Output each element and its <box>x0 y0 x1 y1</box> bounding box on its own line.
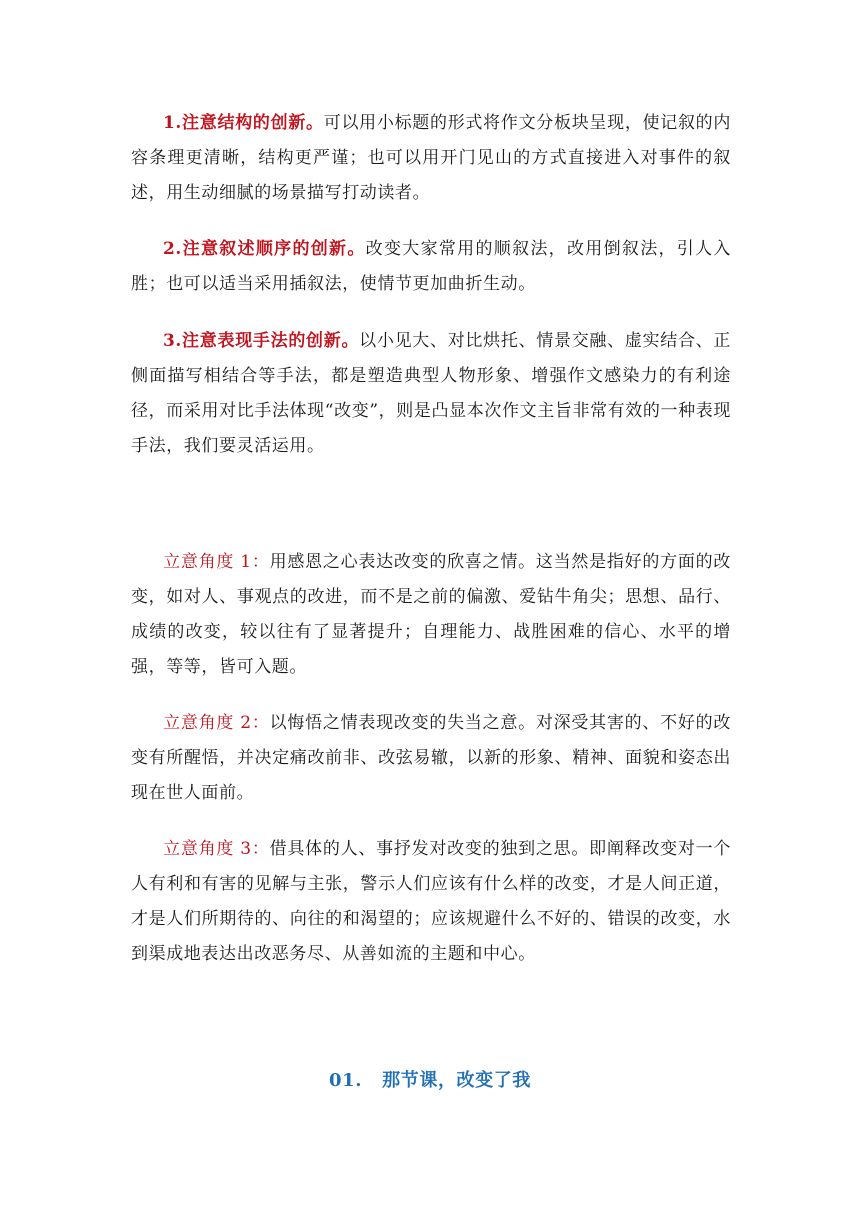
tip-title: 1.注意结构的创新。 <box>163 113 324 133</box>
section-heading <box>0 1066 860 1092</box>
tip-title: 3.注意表现手法的创新。 <box>163 331 360 351</box>
angle-text: 用感恩之心表达改变的欣喜之情。这当然是指好的方面的改变，如对人、事观点的改进，而不是之前的偏激、爱钻牛角尖；思想、品行、成绩的改变，较以往有了显著提升；自理能力、战胜困难的信心、水平的增强，等等，皆可入题。 <box>131 552 731 677</box>
section-title: 那节课，改变了我 <box>382 1070 531 1091</box>
angle-paragraph-1 <box>131 545 731 685</box>
tip-paragraph-1 <box>131 106 731 211</box>
angle-paragraph-3 <box>131 832 731 972</box>
tip-title: 2.注意叙述顺序的创新。 <box>163 239 366 259</box>
angle-text: 以悔悟之情表现改变的失当之意。对深受其害的、不好的改变有所醒悟，并决定痛改前非、改弦易辙，以新的形象、精神、面貌和姿态出现在世人面前。 <box>131 713 731 803</box>
tip-paragraph-3 <box>131 324 731 464</box>
tip-text: 以小见大、对比烘托、情景交融、虚实结合、正侧面描写相结合等手法，都是塑造典型人物形象、增强作文感染力的有利途径，而采用对比手法体现“改变”，则是凸显本次作文主旨非常有效的一种表现手法，我们要灵活运用。 <box>131 331 731 456</box>
angle-paragraph-2 <box>131 706 731 811</box>
tip-paragraph-2 <box>131 232 731 302</box>
angle-label: 立意角度 3： <box>163 839 270 859</box>
angle-label: 立意角度 1： <box>163 552 270 572</box>
angle-label: 立意角度 2： <box>163 713 270 733</box>
section-number: 01. <box>329 1070 363 1091</box>
tip-text: 可以用小标题的形式将作文分板块呈现，使记叙的内容条理更清晰，结构更严谨；也可以用开门见山的方式直接进入对事件的叙述，用生动细腻的场景描写打动读者。 <box>131 113 731 203</box>
angle-text: 借具体的人、事抒发对改变的独到之思。即阐释改变对一个人有利和有害的见解与主张，警示人们应该有什么样的改变，才是人间正道，才是人们所期待的、向往的和渴望的；应该规避什么不好的、错误的改变，水到渠成地表达出改恶务尽、从善如流的主题和中心。 <box>131 839 731 964</box>
tip-text: 改变大家常用的顺叙法，改用倒叙法，引人入胜；也可以适当采用插叙法，使情节更加曲折生动。 <box>131 239 732 294</box>
